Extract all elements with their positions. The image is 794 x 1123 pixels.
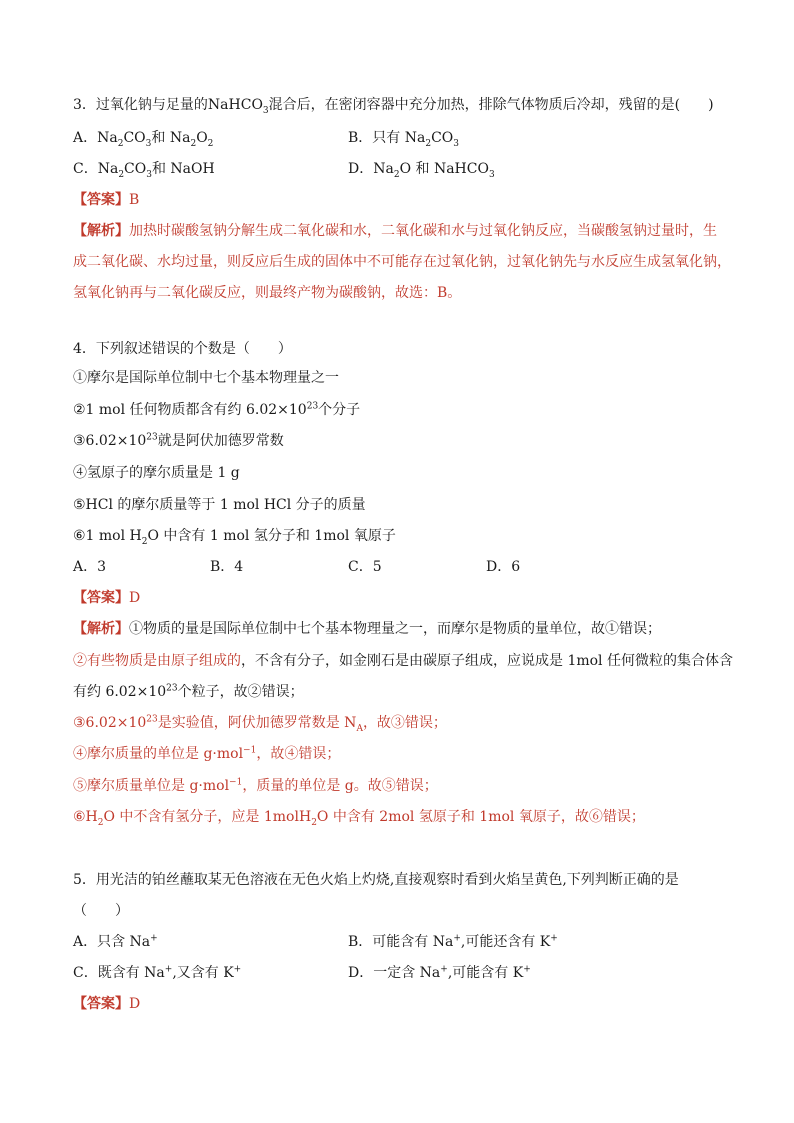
option-label: A．只含 Na [73, 934, 151, 950]
formula-part: Na [97, 130, 118, 146]
exponent: 23 [146, 714, 158, 725]
q4-stem [73, 339, 292, 359]
formula-sub: 2 [311, 817, 317, 828]
option-label: D．6 [486, 559, 521, 575]
analysis-text: 个粒子，故②错误； [177, 684, 304, 700]
analysis-tag: 【解析】 [73, 621, 129, 637]
analysis-text: 氢氧化钠再与二氧化碳反应，则最终产物为碳酸钠，故选：B。 [73, 285, 462, 301]
charge: + [550, 933, 558, 944]
charge: + [440, 964, 448, 975]
option-label: B．4 [210, 559, 244, 575]
formula-sub: 3 [488, 169, 495, 180]
formula-sub: 3 [145, 138, 152, 149]
formula-sub: 2 [118, 169, 125, 180]
q4-option-d [486, 557, 520, 577]
analysis-text: 是实验值，阿伏加德罗常数是 N [157, 715, 357, 731]
q4-statement-1 [73, 368, 339, 388]
q4-option-b [210, 557, 243, 577]
q3-stem-sub: 3 [262, 105, 269, 116]
q5-option-d [348, 963, 531, 983]
formula-sub: A [356, 723, 363, 734]
q3-option-a [73, 128, 213, 148]
q4-statement-2 [73, 400, 360, 420]
answer-value: D [129, 590, 141, 606]
statement-text: 就是阿伏加德罗常数 [157, 433, 284, 449]
analysis-text: ，故④错误； [256, 746, 341, 762]
formula-part: 和 NaOH [151, 161, 215, 177]
formula-sub: 2 [190, 138, 197, 149]
option-text: ,可能还含有 K [460, 934, 551, 950]
formula-sub: 2 [393, 169, 400, 180]
charge: + [453, 933, 461, 944]
q4-analysis-line-6 [73, 776, 438, 796]
q4-option-c [348, 557, 382, 577]
analysis-text: ①物质的量是国际单位制中七个基本物理量之一，而摩尔是物质的量单位，故①错误； [129, 621, 661, 637]
charge: + [164, 964, 173, 975]
analysis-text: ⑤摩尔质量单位是 g·mol [73, 778, 230, 794]
q4-statement-5 [73, 495, 366, 515]
formula-sub: 2 [207, 138, 214, 149]
formula-sub: 3 [453, 138, 460, 149]
answer-value: D [129, 996, 141, 1012]
q5-option-c [73, 963, 241, 983]
q4-option-a [73, 557, 106, 577]
q3-stem-text-b: 混合后，在密闭容器中充分加热，排除气体物质后冷却，残留的是( ) [268, 97, 714, 113]
q4-stem-text: 4．下列叙述错误的个数是（ ） [73, 341, 292, 357]
q3-answer [73, 190, 139, 210]
q4-analysis-line-3 [73, 682, 304, 702]
answer-value: B [129, 192, 140, 208]
q5-stem-text: 5．用光洁的铂丝蘸取某无色溶液在无色火焰上灼烧,直接观察时看到火焰呈黄色,下列判断正确的是 [73, 872, 679, 888]
q5-answer [73, 994, 140, 1014]
formula-sub: 3 [146, 169, 152, 180]
q4-analysis-line-2 [73, 651, 733, 671]
q3-stem-formula: NaHCO [207, 97, 263, 113]
exponent: 23 [166, 683, 178, 694]
option-label: B．可能含有 Na [348, 934, 454, 950]
formula-part: O 和 NaHCO [399, 161, 489, 177]
charge: + [523, 964, 531, 975]
q3-option-b [348, 128, 459, 148]
q3-analysis-line-2 [73, 252, 731, 272]
q4-answer [73, 588, 140, 608]
analysis-text: ⑥H [73, 809, 98, 825]
analysis-text: ④摩尔质量的单位是 g·mol [73, 746, 244, 762]
q3-option-d [348, 159, 495, 179]
q4-analysis-line-5 [73, 744, 340, 764]
option-label: D．一定含 Na [348, 965, 441, 981]
statement-text: ⑥1 mol H [73, 528, 142, 544]
q4-analysis-line-4 [73, 713, 447, 733]
formula-part: O [196, 130, 208, 146]
analysis-text: 加热时碳酸氢钠分解生成二氧化碳和水，二氧化碳和水与过氧化钠反应，当碳酸氢钠过量时，生 [129, 223, 717, 239]
formula-part: CO [124, 161, 147, 177]
option-label: D．Na [348, 161, 394, 177]
formula-part: CO [123, 130, 146, 146]
answer-tag: 【答案】 [73, 192, 129, 208]
option-label: B．只有 Na [348, 130, 426, 146]
option-label: C．5 [348, 559, 382, 575]
q5-stem [73, 870, 679, 890]
statement-text: ①摩尔是国际单位制中七个基本物理量之一 [73, 370, 339, 386]
q3-analysis-line-1 [73, 221, 717, 241]
q5-paren [73, 901, 129, 921]
statement-text: ②1 mol 任何物质都含有约 6.02×10 [73, 402, 307, 418]
exponent: −1 [229, 777, 243, 788]
q4-statement-4 [73, 463, 240, 483]
q3-analysis-line-3 [73, 283, 461, 303]
answer-tag: 【答案】 [73, 590, 129, 606]
formula-part: 和 [151, 130, 166, 146]
analysis-text: ③6.02×10 [73, 715, 147, 731]
exponent: −1 [243, 745, 257, 756]
option-text: ,可能含有 K [447, 965, 524, 981]
option-label: A． [73, 130, 98, 146]
statement-text: ③6.02×10 [73, 433, 147, 449]
analysis-text: 有约 6.02×10 [73, 684, 167, 700]
formula-sub: 2 [97, 817, 104, 828]
q5-option-b [348, 932, 558, 952]
q3-stem-text: 3．过氧化钠与足量的 [73, 97, 208, 113]
statement-text: ④氢原子的摩尔质量是 1 g [73, 465, 240, 481]
exponent: 23 [146, 432, 158, 443]
formula-part: Na [165, 130, 191, 146]
q3-stem [73, 95, 714, 115]
q4-analysis-line-1 [73, 619, 661, 639]
statement-text: 个分子 [318, 402, 361, 418]
formula-part: CO [431, 130, 454, 146]
analysis-text: ，故③错误； [362, 715, 447, 731]
charge: + [233, 964, 242, 975]
formula-sub: 2 [141, 536, 148, 547]
statement-text: O 中含有 1 mol 氢分子和 1mol 氧原子 [147, 528, 396, 544]
q3-option-c [73, 159, 215, 179]
analysis-text: O 中不含有氢分子，应是 1molH [103, 809, 312, 825]
q4-statement-6 [73, 526, 396, 546]
option-label: C．既含有 Na [73, 965, 165, 981]
analysis-text: ②有些物质是由原子组成的 [73, 653, 241, 669]
option-label: C．Na [73, 161, 119, 177]
analysis-text: O 中含有 2mol 氢原子和 1mol 氧原子，故⑥错误； [316, 809, 645, 825]
exponent: 23 [306, 401, 319, 412]
statement-text: ⑤HCl 的摩尔质量等于 1 mol HCl 分子的质量 [73, 497, 366, 513]
formula-sub: 2 [425, 138, 432, 149]
q4-statement-3 [73, 431, 284, 451]
q5-answer-blank: （ ） [73, 903, 129, 919]
q4-analysis-line-7 [73, 807, 645, 827]
formula-sub: 2 [117, 138, 124, 149]
q5-option-a [73, 932, 158, 952]
analysis-text: ，质量的单位是 g。故⑤错误； [242, 778, 438, 794]
option-label: A．3 [73, 559, 107, 575]
answer-tag: 【答案】 [73, 996, 129, 1012]
charge: + [150, 933, 158, 944]
analysis-text: 成二氧化碳、水均过量，则反应后生成的固体中不可能存在过氧化钠，过氧化钠先与水反应生成氢氧化钠， [73, 254, 731, 270]
option-text: ,又含有 K [172, 965, 234, 981]
analysis-text: ，不含有分子，如金刚石是由碳原子组成，应说成是 1mol 任何微粒的集合体含 [241, 653, 733, 669]
analysis-tag: 【解析】 [73, 223, 129, 239]
